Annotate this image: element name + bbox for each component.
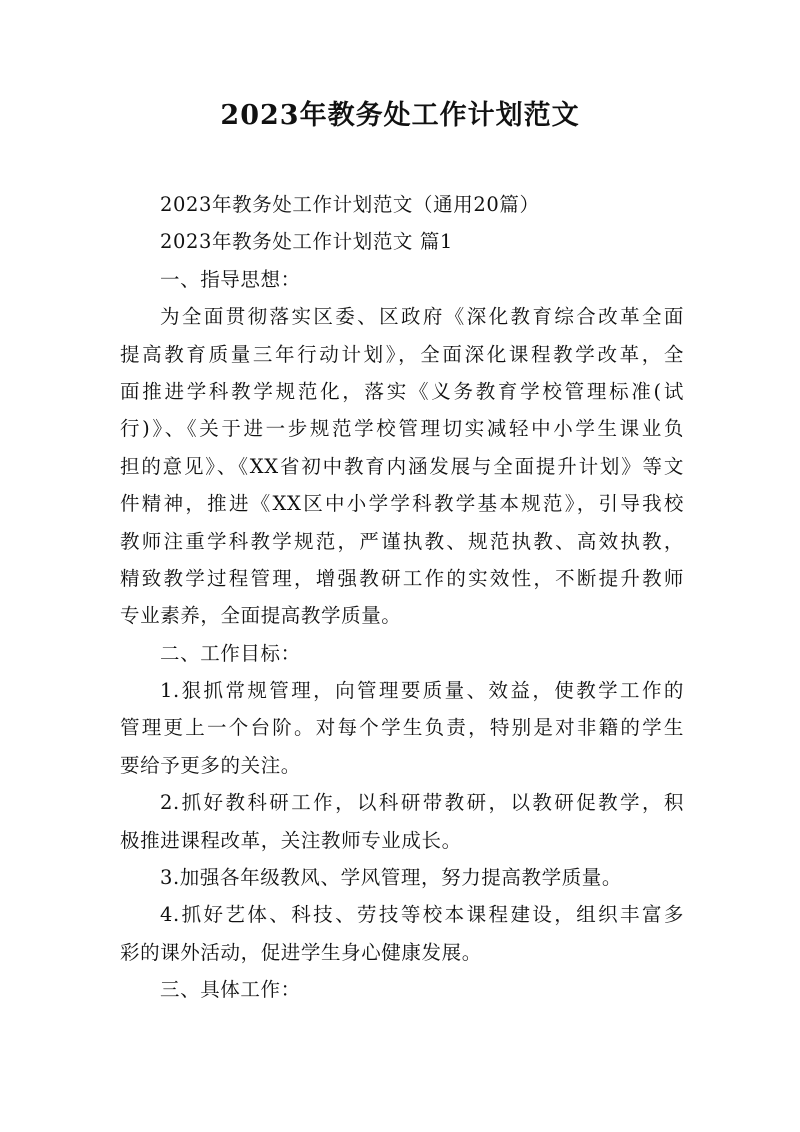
list-item-line: 2.抓好教科研工作，以科研带教研，以教研促教学，积 [160, 791, 684, 815]
paragraph-line: 件精神，推进《XX区中小学学科教学基本规范》，引导我校 [120, 492, 684, 516]
paragraph-line: 精致教学过程管理，增强教研工作的实效性，不断提升教师 [120, 566, 684, 590]
document-title: 2023年教务处工作计划范文 [220, 100, 580, 131]
paragraph-line: 专业素养，全面提高教学质量。 [120, 604, 402, 628]
text-line-subtitle: 2023年教务处工作计划范文（通用20篇） [160, 193, 540, 216]
list-item-line: 3.加强各年级教风、学风管理，努力提高教学质量。 [160, 866, 623, 890]
list-item-line: 要给予更多的关注。 [120, 753, 301, 777]
list-item-line: 4.抓好艺体、科技、劳技等校本课程建设，组织丰富多 [160, 903, 684, 927]
paragraph-line: 面推进学科教学规范化，落实《义务教育学校管理标准(试 [120, 379, 684, 403]
paragraph-line: 提高教育质量三年行动计划》，全面深化课程教学改革，全 [120, 342, 684, 366]
list-item-line: 彩的课外活动，促进学生身心健康发展。 [120, 940, 482, 964]
list-item-line: 极推进课程改革，关注教师专业成长。 [120, 828, 462, 852]
paragraph-line: 担的意见》、《XX省初中教育内涵发展与全面提升计划》等文 [120, 454, 684, 478]
section-heading-guiding-ideology: 一、指导思想： [160, 267, 301, 291]
section-heading-specific-work: 三、具体工作： [160, 978, 301, 1002]
list-item-line: 管理更上一个台阶。对每个学生负责，特别是对非籍的学生 [120, 716, 684, 740]
document-body [120, 186, 684, 1009]
text-line-chapter: 2023年教务处工作计划范文 篇1 [160, 230, 453, 254]
section-heading-work-goals: 二、工作目标： [160, 641, 301, 665]
paragraph-line: 行)》、《关于进一步规范学校管理切实减轻中小学生课业负 [120, 417, 684, 441]
paragraph-line: 教师注重学科教学规范，严谨执教、规范执教、高效执教， [120, 529, 684, 553]
paragraph-line: 为全面贯彻落实区委、区政府《深化教育综合改革全面 [160, 305, 684, 329]
list-item-line: 1.狠抓常规管理，向管理要质量、效益，使教学工作的 [160, 679, 684, 703]
